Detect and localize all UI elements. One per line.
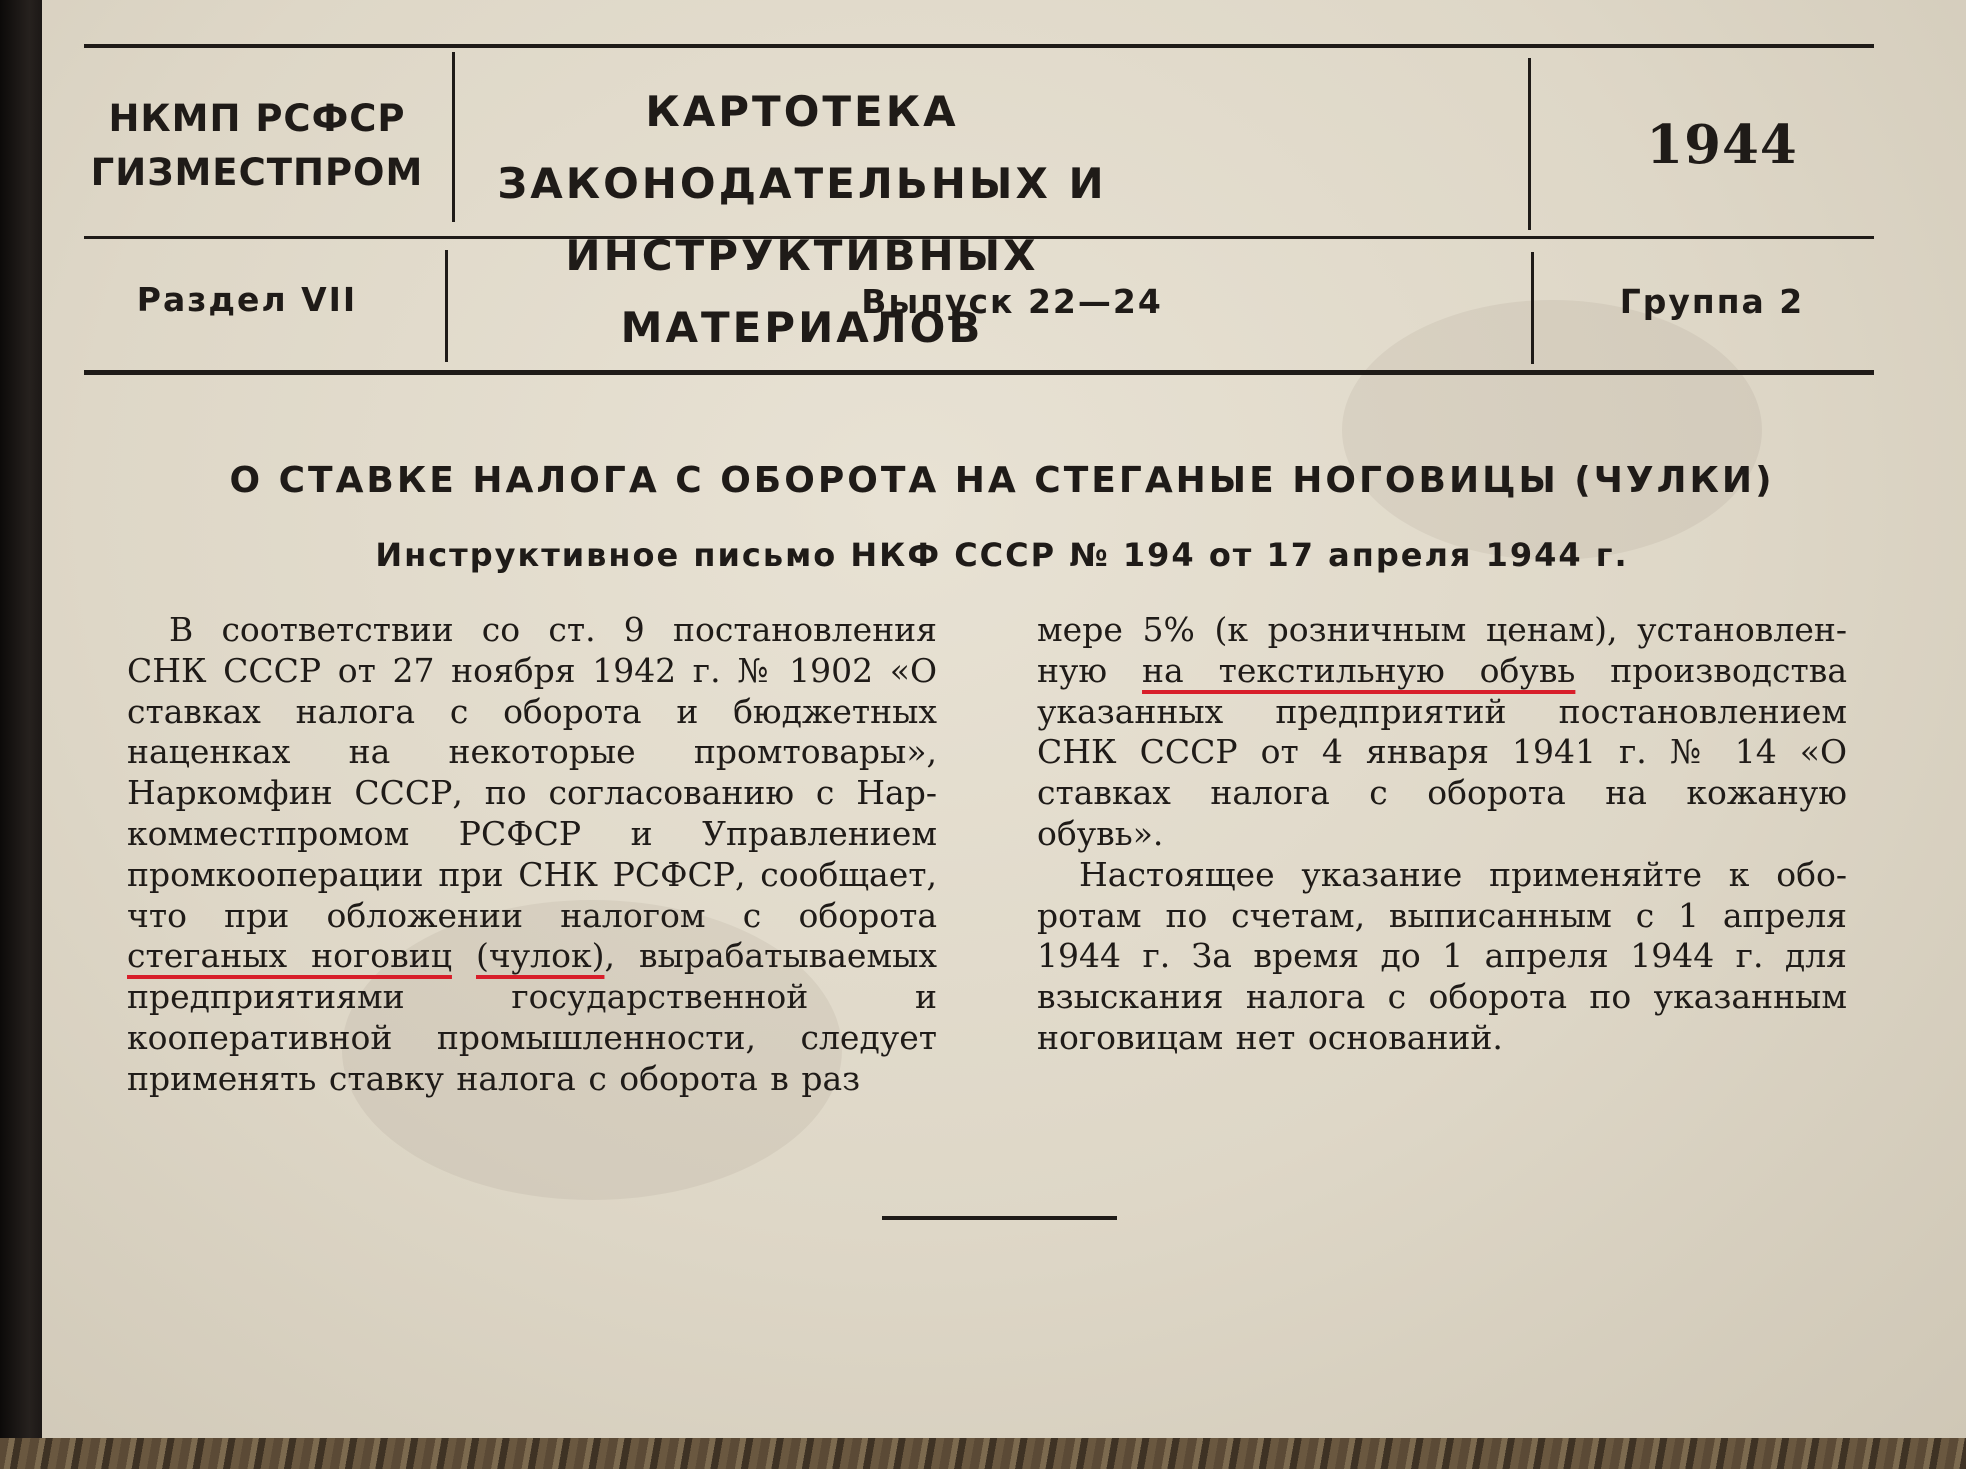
- red-underlined-text: стеганых ноговиц: [127, 936, 452, 976]
- left-column: [127, 610, 937, 1100]
- right-column: [1037, 610, 1847, 1059]
- paragraph: [127, 610, 937, 1100]
- red-underlined-text: на текстильную обувь: [1142, 650, 1576, 690]
- text-span: В соответствии со ст. 9 постановления СНК СССР от 27 ноября 1942 г. № 1902 «О ставках налога с оборота и бюджетных наценках на некоторые промтовары», Наркомфин СССР, по согласованию с Наркомместпромом РСФСР и Управлением промкооперации при СНК РСФСР, сообщает, что при обложении налогом с оборота: [127, 610, 937, 935]
- text-span: , вырабатываемых предприятиями государственной и кооперативной промышленности, следует применять ставку налога с оборота в раз: [127, 936, 938, 1098]
- publisher-block: [72, 92, 442, 200]
- paper-stain: [1342, 300, 1762, 560]
- book-binding-edge: [0, 0, 42, 1469]
- document-page: [42, 0, 1966, 1438]
- catalog-title-line: КАРТОТЕКА ЗАКОНОДАТЕЛЬНЫХ И: [497, 87, 1107, 208]
- document-title: О СТАВКЕ НАЛОГА С ОБОРОТА НА СТЕГАНЫЕ НОГОВИЦЫ (ЧУЛКИ): [229, 460, 1775, 501]
- paragraph: Настоящее указание применяйте к оборотам по счетам, выписанным с 1 апреля 1944 г. За время до 1 апреля 1944 г. для взыскания налога с оборота по указанным ноговицам нет оснований.: [1037, 854, 1847, 1057]
- header-bottom-rule: [84, 370, 1874, 375]
- text-span: [452, 936, 476, 975]
- header-top-rule: [84, 44, 1874, 48]
- text-span: мере 5% (к розничным ценам), установленную: [1037, 610, 1847, 690]
- document-subtitle: Инструктивное письмо НКФ СССР № 194 от 17 апреля 1944 г.: [375, 536, 1629, 574]
- year-label: 1944: [1646, 114, 1798, 176]
- paragraph: [1037, 610, 1847, 855]
- end-rule: [882, 1216, 1117, 1220]
- catalog-title-line: ИНСТРУКТИВНЫХ МАТЕРИАЛОВ: [565, 231, 1039, 352]
- fabric-background: [0, 1438, 1966, 1469]
- publisher-line: ГИЗМЕСТПРОМ: [90, 151, 424, 194]
- publisher-line: НКМП РСФСР: [108, 97, 406, 140]
- issue-label: Выпуск 22—24: [861, 282, 1163, 321]
- section-label: Раздел VII: [136, 280, 358, 319]
- text-span: производства указанных предприятий постановлением СНК СССР от 4 января 1941 г. № 14 «О ставках налога с оборота на кожаную обувь».: [1037, 650, 1847, 853]
- header-divider: [1528, 58, 1531, 230]
- red-underlined-text: (чулок): [476, 936, 605, 976]
- group-label: Группа 2: [1619, 282, 1805, 321]
